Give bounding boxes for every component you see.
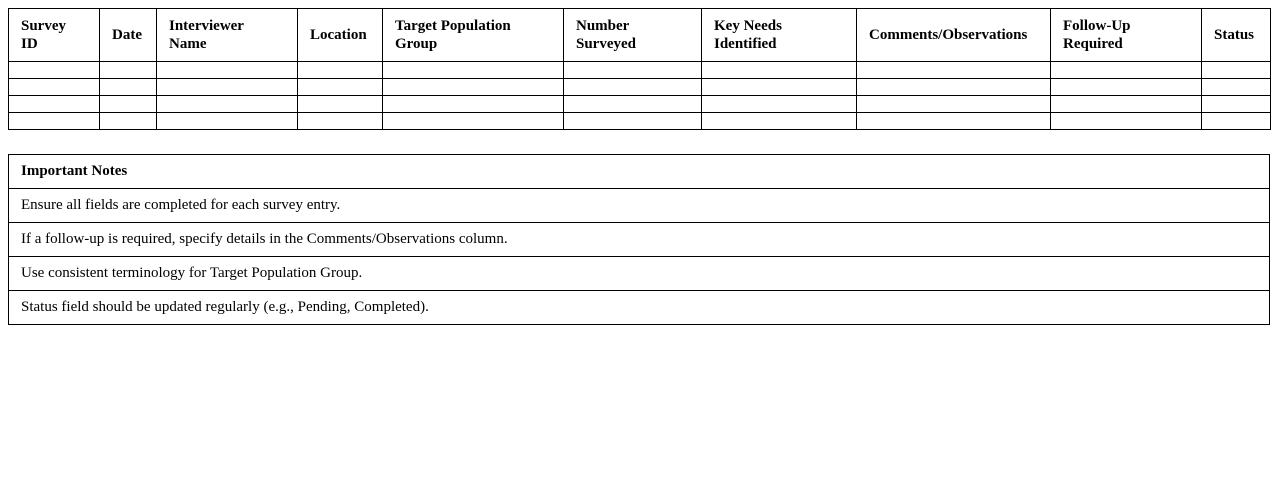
note-item: Ensure all fields are completed for each survey entry. bbox=[9, 189, 1270, 223]
note-row bbox=[9, 189, 1270, 223]
notes-table bbox=[8, 154, 1270, 325]
table-header-row bbox=[9, 9, 1271, 62]
table-cell[interactable] bbox=[100, 62, 157, 79]
header-status: Status bbox=[1202, 9, 1271, 62]
table-cell[interactable] bbox=[383, 79, 564, 96]
table-cell[interactable] bbox=[157, 62, 298, 79]
table-cell[interactable] bbox=[298, 79, 383, 96]
table-cell[interactable] bbox=[702, 96, 857, 113]
header-number-surveyed: Number Surveyed bbox=[564, 9, 702, 62]
table-cell[interactable] bbox=[702, 113, 857, 130]
table-cell[interactable] bbox=[1051, 113, 1202, 130]
note-row bbox=[9, 291, 1270, 325]
table-row bbox=[9, 79, 1271, 96]
table-cell[interactable] bbox=[857, 79, 1051, 96]
table-cell[interactable] bbox=[1202, 96, 1271, 113]
header-survey-id: Survey ID bbox=[9, 9, 100, 62]
table-row bbox=[9, 96, 1271, 113]
note-row bbox=[9, 223, 1270, 257]
survey-table bbox=[8, 8, 1271, 130]
table-cell[interactable] bbox=[564, 79, 702, 96]
header-interviewer-name: Interviewer Name bbox=[157, 9, 298, 62]
table-cell[interactable] bbox=[1051, 79, 1202, 96]
table-cell[interactable] bbox=[1051, 62, 1202, 79]
table-cell[interactable] bbox=[157, 96, 298, 113]
table-cell[interactable] bbox=[383, 113, 564, 130]
header-location: Location bbox=[298, 9, 383, 62]
table-cell[interactable] bbox=[9, 96, 100, 113]
table-row bbox=[9, 113, 1271, 130]
note-item: Use consistent terminology for Target Population Group. bbox=[9, 257, 1270, 291]
table-cell[interactable] bbox=[157, 79, 298, 96]
table-cell[interactable] bbox=[100, 113, 157, 130]
header-key-needs-identified: Key Needs Identified bbox=[702, 9, 857, 62]
table-cell[interactable] bbox=[564, 62, 702, 79]
header-target-population-group: Target Population Group bbox=[383, 9, 564, 62]
table-cell[interactable] bbox=[9, 79, 100, 96]
table-cell[interactable] bbox=[1051, 96, 1202, 113]
table-cell[interactable] bbox=[157, 113, 298, 130]
note-item: If a follow-up is required, specify details in the Comments/Observations column. bbox=[9, 223, 1270, 257]
table-cell[interactable] bbox=[9, 62, 100, 79]
notes-title: Important Notes bbox=[9, 155, 1270, 189]
table-cell[interactable] bbox=[9, 113, 100, 130]
table-row bbox=[9, 62, 1271, 79]
table-cell[interactable] bbox=[857, 113, 1051, 130]
table-cell[interactable] bbox=[564, 113, 702, 130]
table-cell[interactable] bbox=[383, 62, 564, 79]
table-cell[interactable] bbox=[1202, 79, 1271, 96]
header-follow-up-required: Follow-Up Required bbox=[1051, 9, 1202, 62]
header-date: Date bbox=[100, 9, 157, 62]
table-cell[interactable] bbox=[298, 62, 383, 79]
table-cell[interactable] bbox=[383, 96, 564, 113]
table-cell[interactable] bbox=[100, 79, 157, 96]
table-cell[interactable] bbox=[298, 96, 383, 113]
table-cell[interactable] bbox=[100, 96, 157, 113]
notes-title-row bbox=[9, 155, 1270, 189]
table-cell[interactable] bbox=[857, 96, 1051, 113]
table-cell[interactable] bbox=[1202, 113, 1271, 130]
table-cell[interactable] bbox=[702, 79, 857, 96]
note-item: Status field should be updated regularly (e.g., Pending, Completed). bbox=[9, 291, 1270, 325]
table-cell[interactable] bbox=[702, 62, 857, 79]
table-cell[interactable] bbox=[298, 113, 383, 130]
table-cell[interactable] bbox=[857, 62, 1051, 79]
header-comments-observations: Comments/Observations bbox=[857, 9, 1051, 62]
table-cell[interactable] bbox=[564, 96, 702, 113]
note-row bbox=[9, 257, 1270, 291]
table-cell[interactable] bbox=[1202, 62, 1271, 79]
